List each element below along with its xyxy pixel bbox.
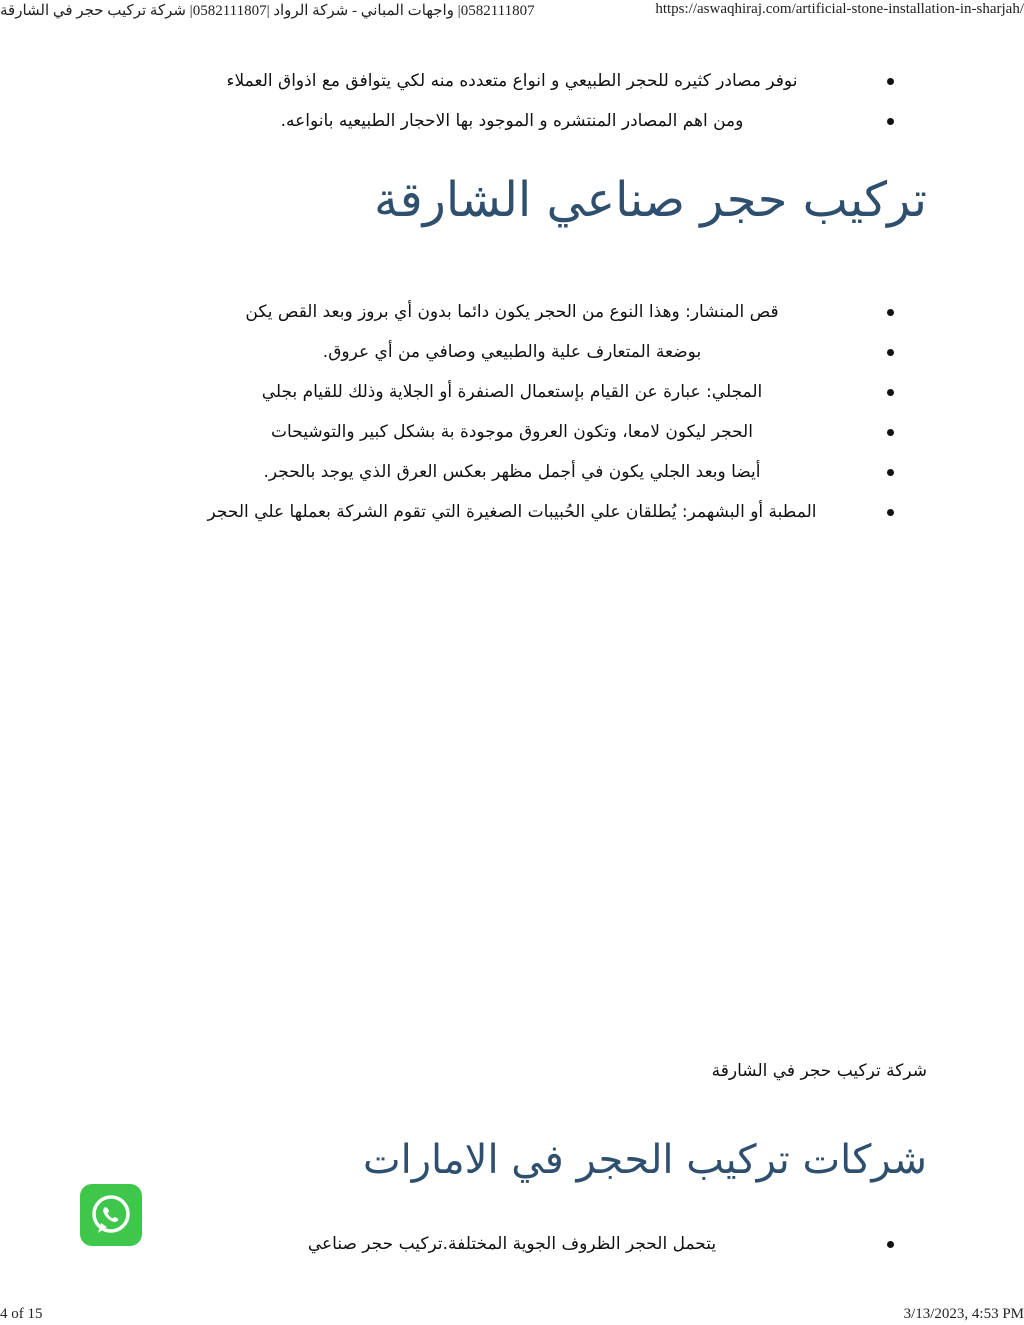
list-item (97, 492, 927, 532)
heading-1-block (97, 170, 927, 230)
print-footer (0, 1305, 1024, 1325)
whatsapp-icon (89, 1193, 133, 1237)
whatsapp-button[interactable] (80, 1184, 142, 1246)
list-item (97, 101, 927, 141)
list-item (97, 61, 927, 101)
print-page-title: 0582111807| واجهات المباني - شركة الرواد |0582111807| شركة تركيب حجر في الشارقة (0, 3, 535, 19)
top-bullet-list-section (97, 61, 927, 141)
image-caption-block (97, 1061, 927, 1081)
bottom-bullet-list-section (97, 1224, 927, 1264)
list-item-text: قص المنشار: وهذا النوع من الحجر يكون دائما بدون أي بروز وبعد القص يكن (245, 302, 779, 322)
bottom-bullet-list (97, 1224, 927, 1264)
top-bullet-list (97, 61, 927, 141)
image-caption: شركة تركيب حجر في الشارقة (711, 1061, 927, 1081)
list-item-text: يتحمل الحجر الظروف الجوية المختلفة.تركيب حجر صناعي (307, 1234, 717, 1254)
list-item-text: ومن اهم المصادر المنتشره و الموجود بها الاحجار الطبيعيه بانواعه. (280, 111, 744, 131)
bullet-dot-icon (887, 469, 894, 476)
bullet-dot-icon (887, 78, 894, 85)
print-datetime: 3/13/2023, 4:53 PM (903, 1306, 1024, 1322)
bullet-dot-icon (887, 509, 894, 516)
section-heading-artificial-stone-sharjah: تركيب حجر صناعي الشارقة (373, 172, 927, 228)
list-item (97, 332, 927, 372)
middle-bullet-list (97, 292, 927, 532)
bullet-dot-icon (887, 1241, 894, 1248)
middle-bullet-list-section (97, 292, 927, 532)
bullet-dot-icon (887, 349, 894, 356)
heading-2-block (97, 1134, 927, 1186)
list-item (97, 292, 927, 332)
section-heading-stone-companies-uae: شركات تركيب الحجر في الامارات (362, 1137, 927, 1183)
page-number: 4 of 15 (0, 1306, 43, 1322)
bullet-dot-icon (887, 429, 894, 436)
list-item-text: نوفر مصادر كثيره للحجر الطبيعي و انواع متعدده منه لكي يتوافق مع اذواق العملاء (226, 71, 798, 91)
list-item-text: المجلي: عبارة عن القيام بإستعمال الصنفرة أو الجلاية وذلك للقيام بجلي (261, 382, 763, 402)
list-item (97, 372, 927, 412)
list-item-text: المطبة أو البشهمر: يُطلقان علي الحُبيبات الصغيرة التي تقوم الشركة بعملها علي الحجر (207, 502, 817, 522)
list-item (97, 452, 927, 492)
list-item-text: بوضعة المتعارف علية والطبيعي وصافي من أي عروق. (322, 342, 702, 362)
bullet-dot-icon (887, 309, 894, 316)
print-page-url: https://aswaqhiraj.com/artificial-stone-installation-in-sharjah/ (655, 1, 1024, 17)
list-item (97, 412, 927, 452)
list-item (97, 1224, 927, 1264)
bullet-dot-icon (887, 118, 894, 125)
list-item-text: الحجر ليكون لامعا، وتكون العروق موجودة بة بشكل كبير والتوشيحات (271, 422, 753, 442)
print-header (0, 0, 1024, 22)
list-item-text: أيضا وبعد الجلي يكون في أجمل مظهر بعكس العرق الذي يوجد بالحجر. (263, 462, 761, 482)
bullet-dot-icon (887, 389, 894, 396)
